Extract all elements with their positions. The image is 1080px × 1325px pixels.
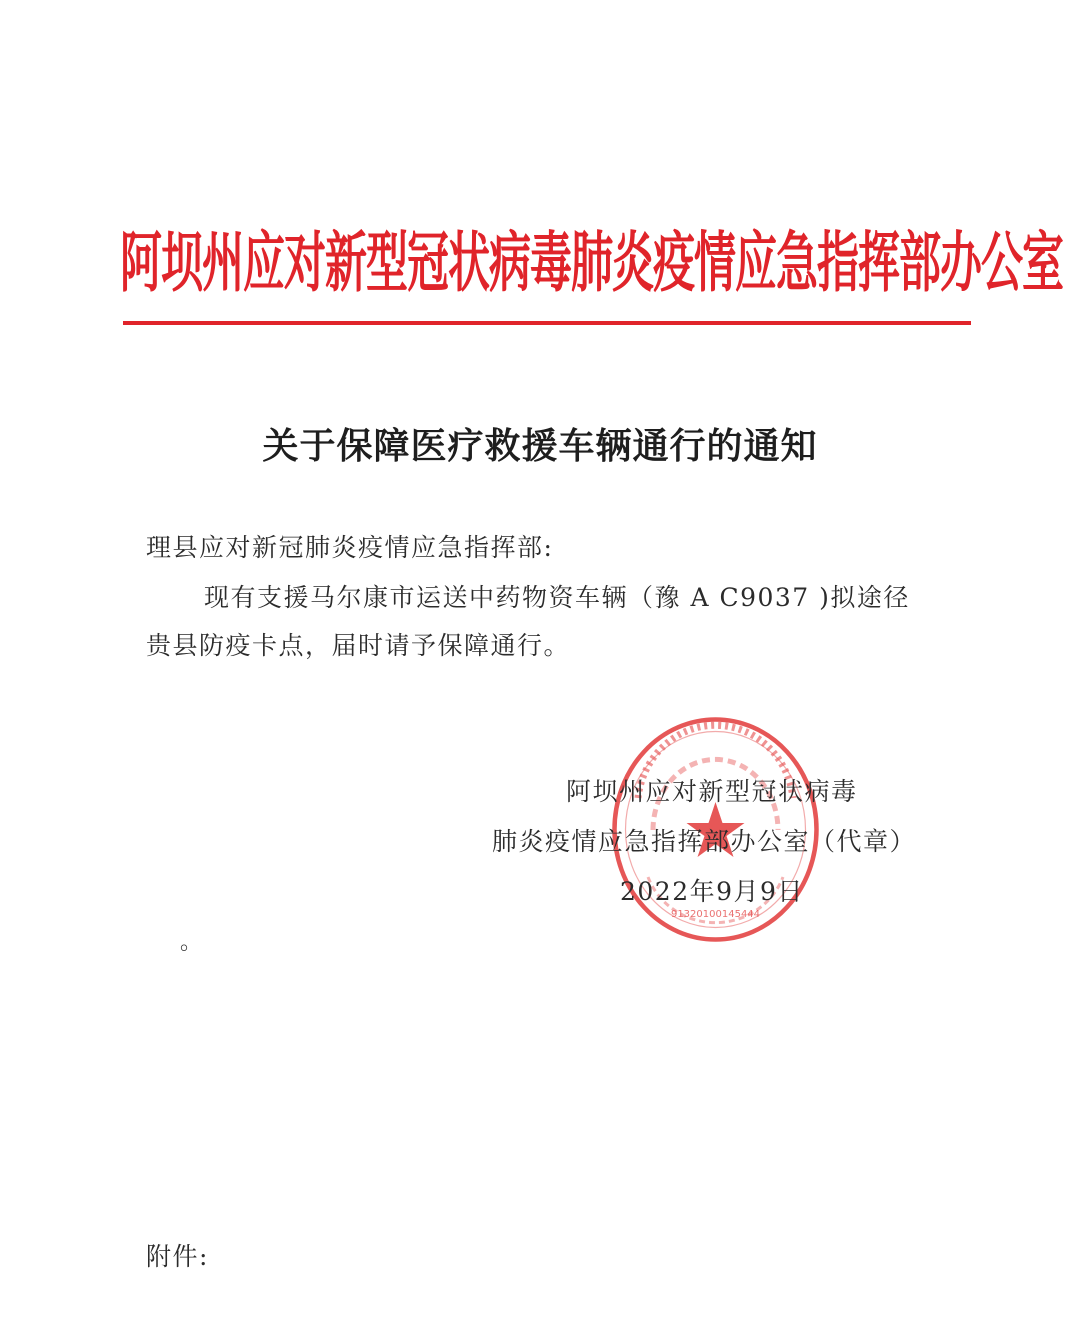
signature-line-2: 肺炎疫情应急指挥部办公室（代章）	[492, 827, 917, 856]
document-title: 关于保障医疗救援车辆通行的通知	[262, 425, 818, 467]
body-paragraph-line-2: 贵县防疫卡点，届时请予保障通行。	[146, 631, 571, 660]
signature-line-1: 阿坝州应对新型冠状病毒	[566, 777, 858, 806]
issuing-office-header: 阿坝州应对新型冠状病毒肺炎疫情应急指挥部办公室	[120, 224, 1064, 301]
body-paragraph-line-1: 现有支援马尔康市运送中药物资车辆（豫 A C9037 )拟途径	[204, 583, 910, 612]
attachment-label: 附件:	[146, 1242, 209, 1271]
signature-date: 2022年9月9日	[620, 877, 804, 906]
recipient-line: 理县应对新冠肺炎疫情应急指挥部:	[146, 533, 554, 562]
header-red-rule	[123, 321, 971, 325]
seal-serial-number: 91320100145444	[670, 909, 761, 920]
stray-punctuation-mark: 。	[180, 930, 203, 955]
